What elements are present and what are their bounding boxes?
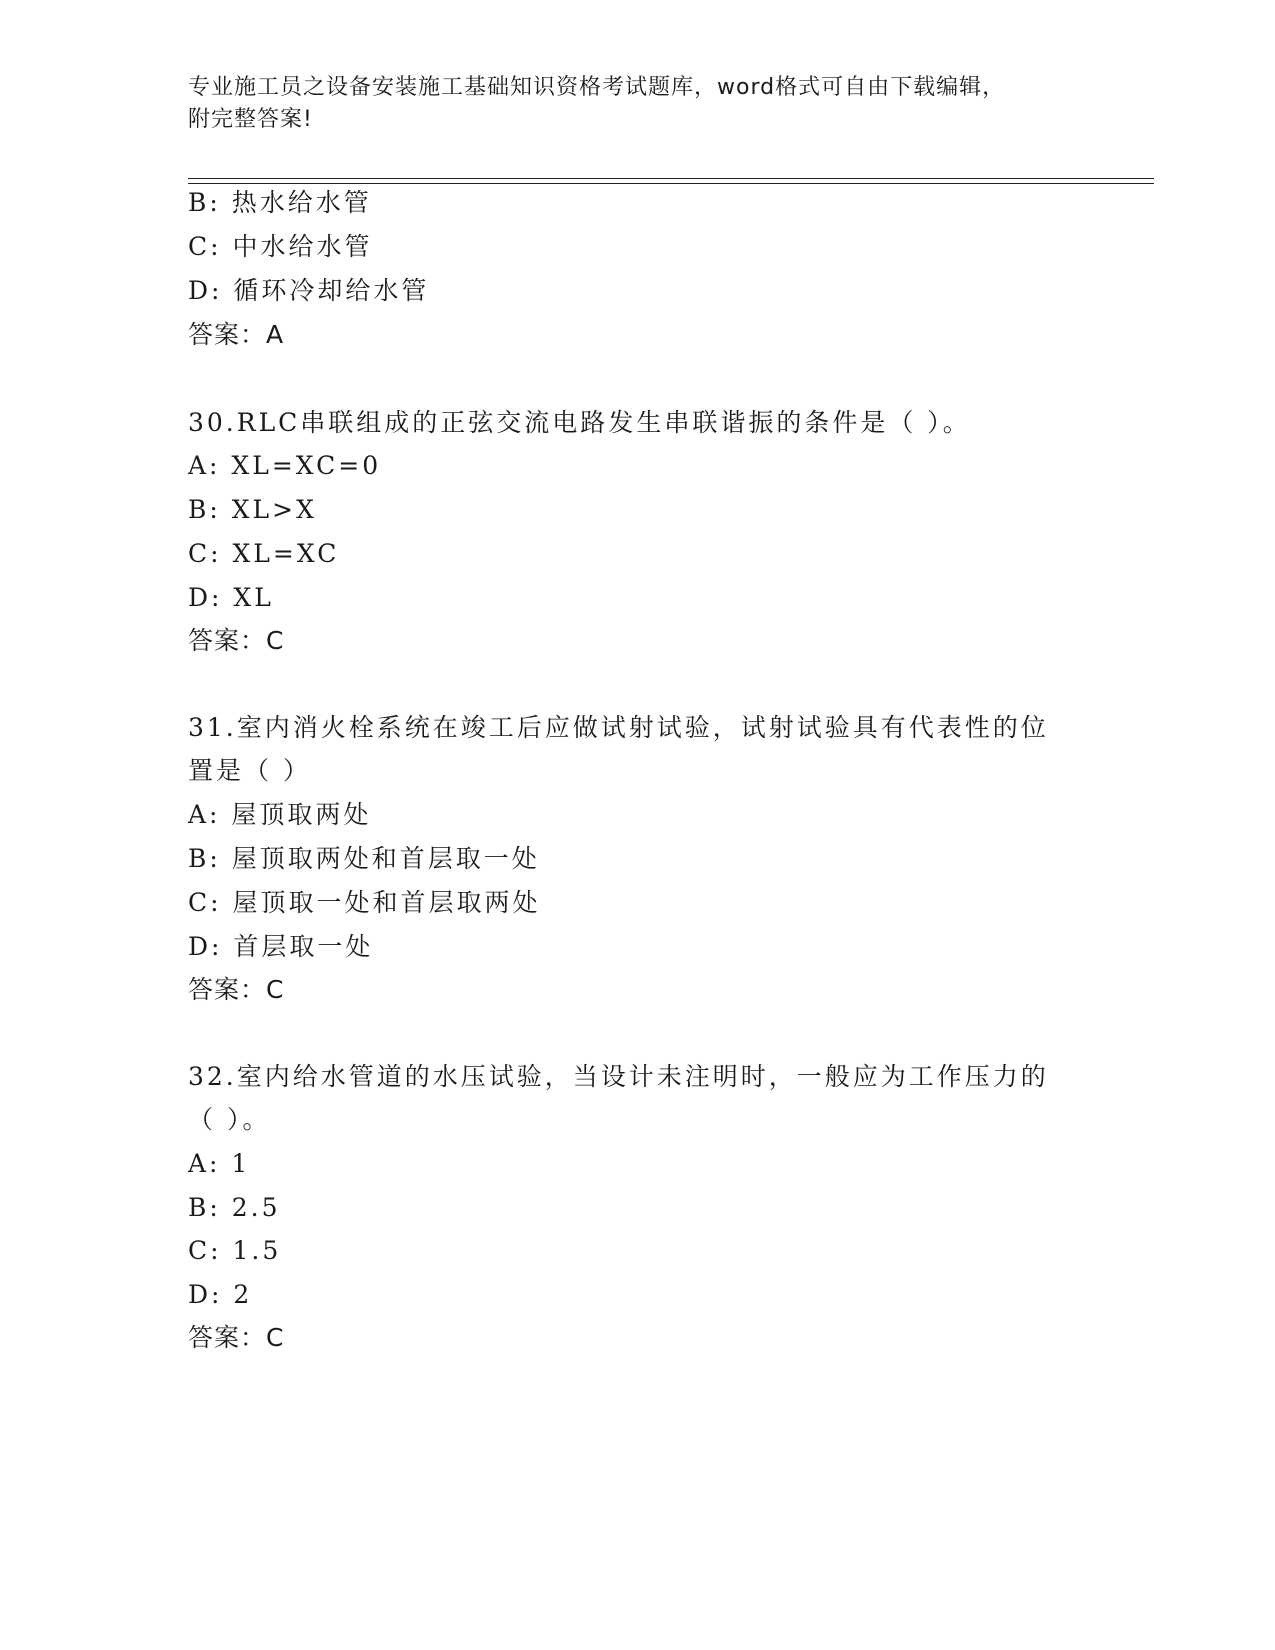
q31-option-b: B: 屋顶取两处和首层取一处 (188, 844, 540, 873)
q31-stem-line-2: 置是（ ） (188, 756, 311, 785)
header-line-2: 附完整答案! (188, 107, 313, 132)
q30-option-d: D: XL (188, 583, 274, 612)
q30-stem: 30.RLC串联组成的正弦交流电路发生串联谐振的条件是（ ）。 (188, 408, 971, 437)
q30-option-a: A: XL=XC=0 (188, 451, 382, 480)
document-header (188, 72, 1088, 136)
q32-option-a: A: 1 (188, 1149, 251, 1178)
header-rule-bottom (188, 183, 1154, 184)
q31-option-d: D: 首层取一处 (188, 932, 374, 961)
header-line-1: 专业施工员之设备安装施工基础知识资格考试题库，word格式可自由下载编辑， (188, 75, 1006, 100)
q29-answer: 答案：A (188, 320, 285, 349)
q31-stem-line-1: 31.室内消火栓系统在竣工后应做试射试验，试射试验具有代表性的位 (188, 713, 1049, 742)
q29-option-b: B: 热水给水管 (188, 188, 372, 217)
q31-option-c: C: 屋顶取一处和首层取两处 (188, 888, 541, 917)
q32-option-b: B: 2.5 (188, 1193, 281, 1222)
q30-option-c: C: XL=XC (188, 539, 340, 568)
q32-answer: 答案：C (188, 1323, 285, 1352)
header-rule-top (188, 178, 1154, 179)
q32-stem-line-1: 32.室内给水管道的水压试验，当设计未注明时，一般应为工作压力的 (188, 1062, 1049, 1091)
q30-option-b: B: XL>X (188, 495, 317, 524)
q32-stem-line-2: （ ）。 (188, 1105, 271, 1134)
q29-option-c: C: 中水给水管 (188, 232, 373, 261)
q29-option-d: D: 循环冷却给水管 (188, 276, 430, 305)
q32-option-d: D: 2 (188, 1280, 253, 1309)
q32-option-c: C: 1.5 (188, 1236, 282, 1265)
q31-option-a: A: 屋顶取两处 (188, 800, 372, 829)
q30-answer: 答案：C (188, 626, 285, 655)
q31-answer: 答案：C (188, 975, 285, 1004)
